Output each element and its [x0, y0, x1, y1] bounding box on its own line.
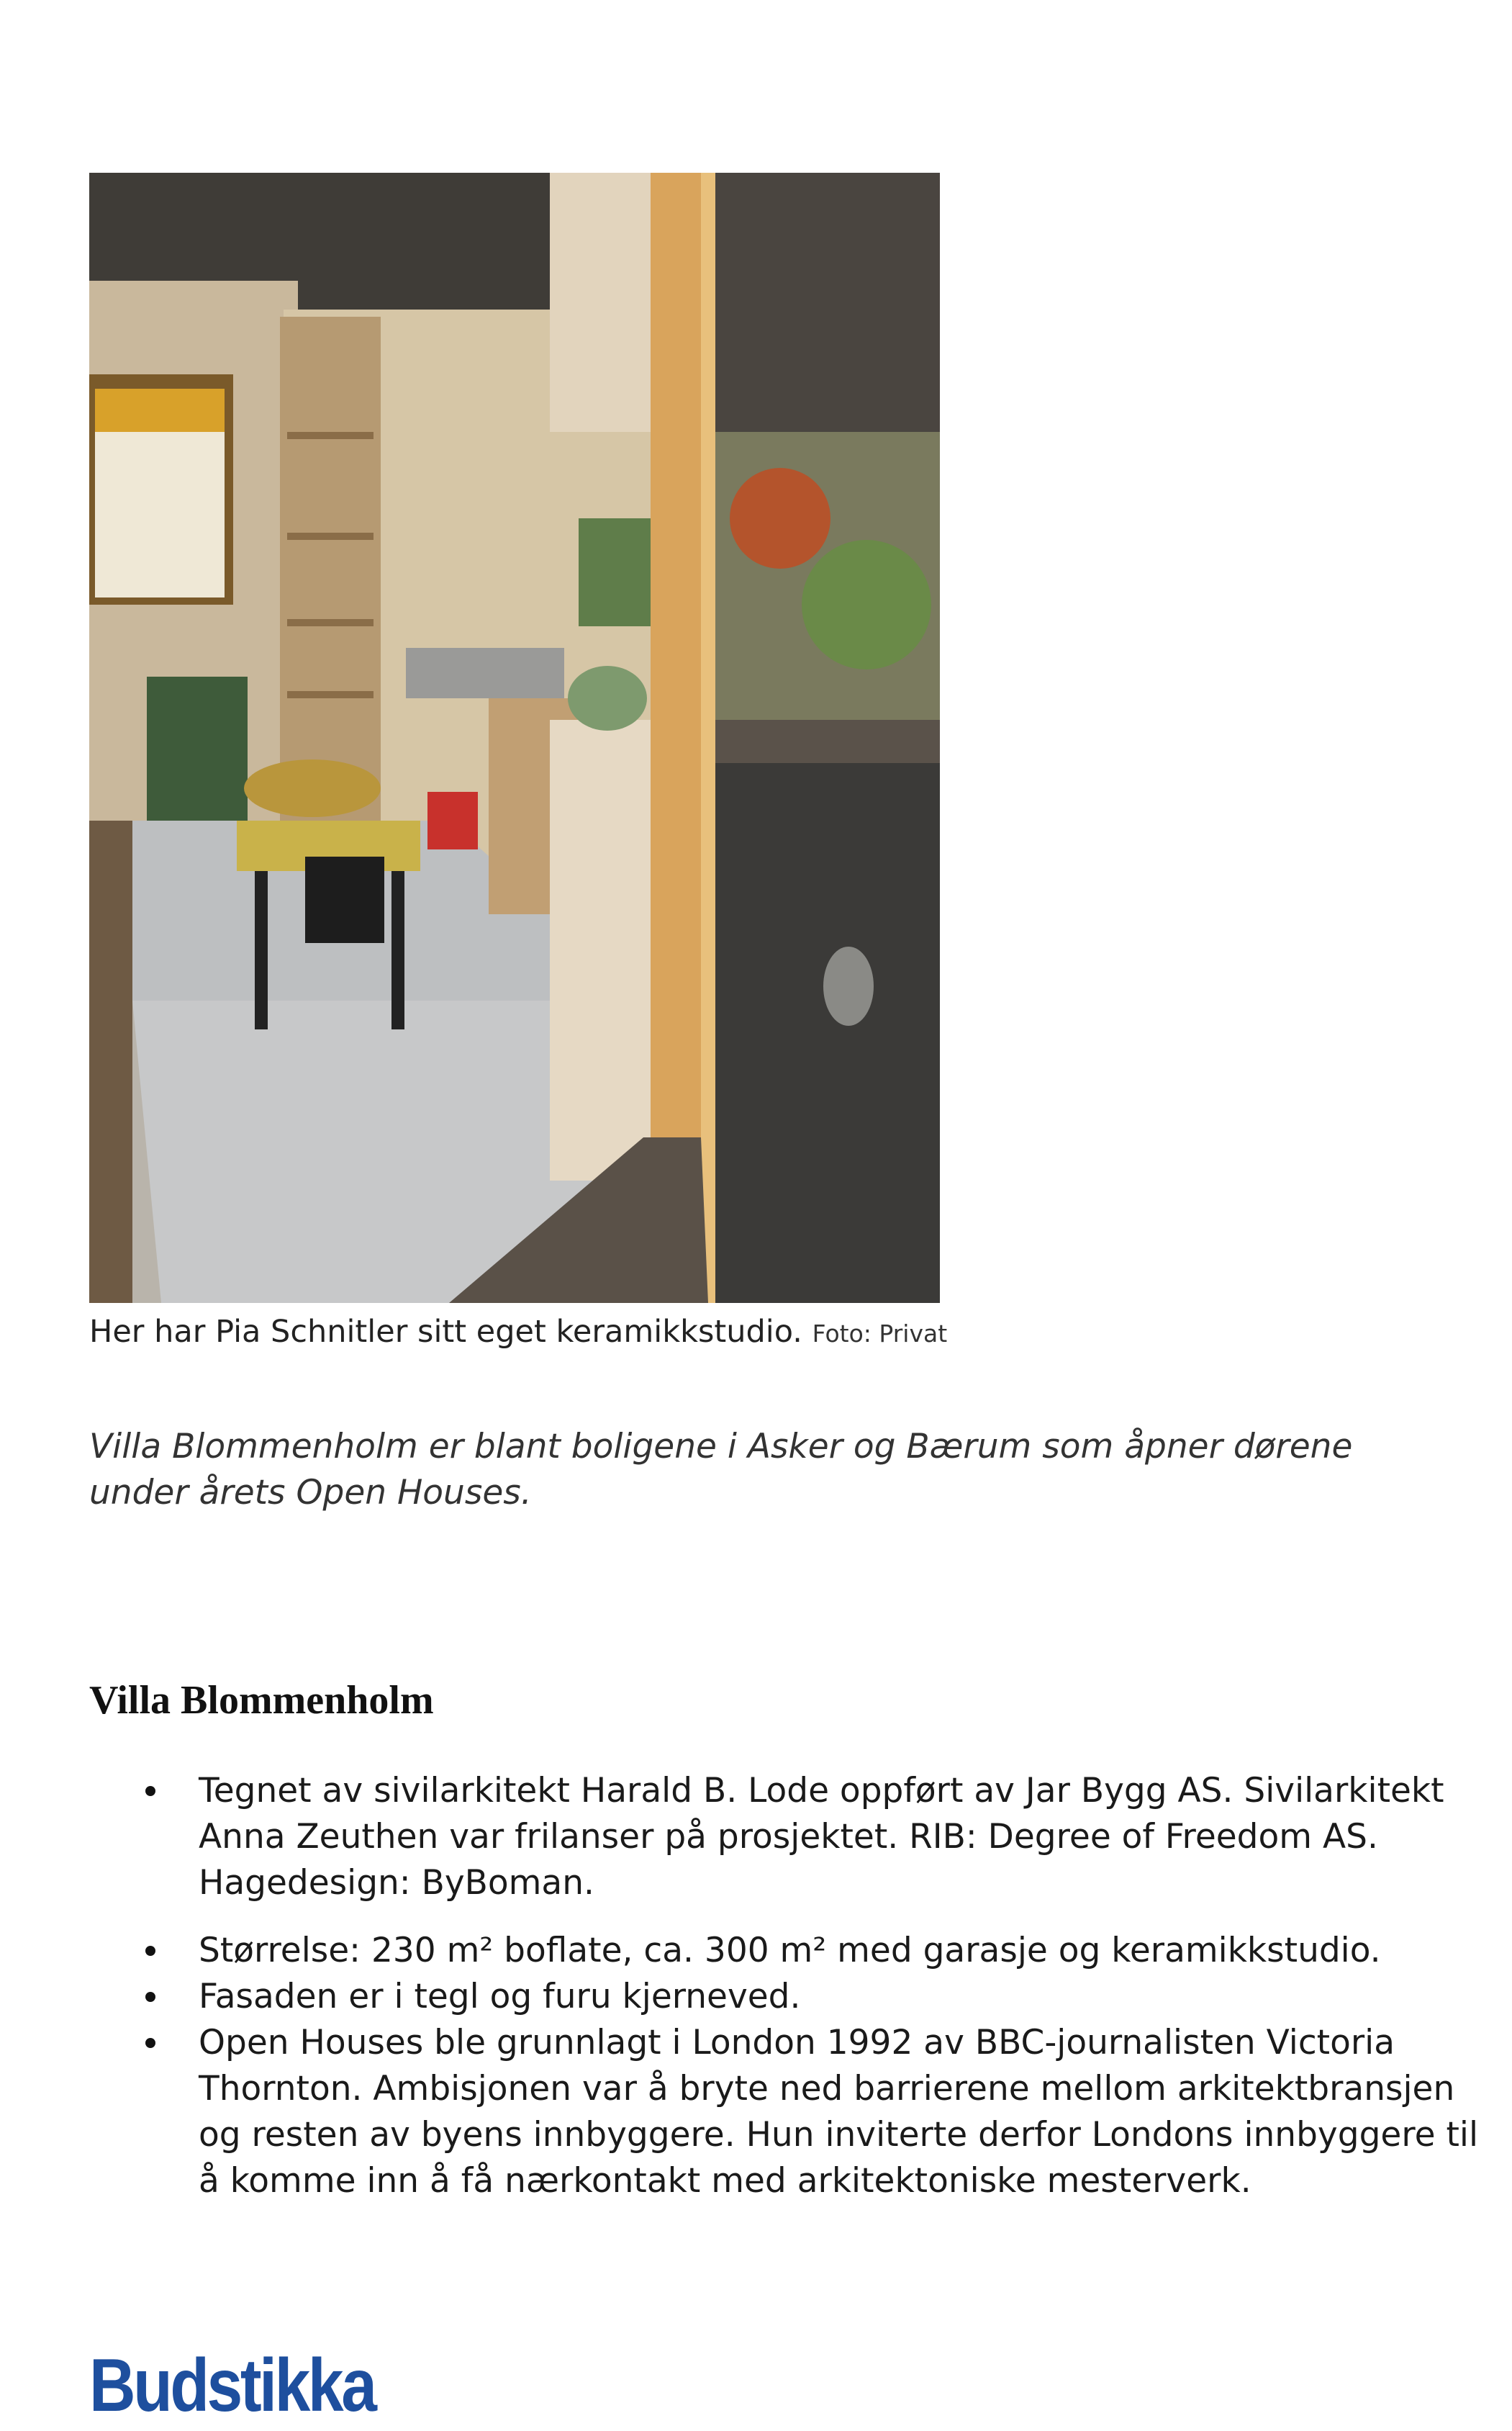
lead-paragraph: Villa Blommenholm er blant boligene i Asker og Bærum som åpner dørene under årets Open Houses.	[89, 1427, 1353, 1512]
photo-caption	[89, 1312, 1313, 1354]
list-item: Fasaden er i tegl og furu kjerneved.	[89, 1974, 1478, 2020]
article-photo	[89, 173, 940, 1303]
section-heading: Villa Blommenholm	[89, 1678, 434, 1723]
list-item: Størrelse: 230 m² boflate, ca. 300 m² med garasje og keramikkstudio.	[89, 1928, 1478, 1974]
budstikka-logo[interactable]: Budstikka	[89, 2344, 375, 2427]
photo-credit: Foto: Privat	[812, 1320, 948, 1348]
list-item: Open Houses ble grunnlagt i London 1992 av BBC-journalisten Victoria Thornton. Ambisjonen var å bryte ned barrierene mellom arkitektbransjen og resten av byens innbyggere. Hun inviterte derfor Londons innbyggere til å komme inn å få nærkontakt med arkitektoniske mesterverk.	[89, 2020, 1478, 2204]
facts-list	[89, 1768, 1478, 2204]
list-item: Tegnet av sivilarkitekt Harald B. Lode oppført av Jar Bygg AS. Sivilarkitekt Anna Zeuthen var frilanser på prosjektet. RIB: Degree of Freedom AS. Hagedesign: ByBoman.	[89, 1768, 1478, 1906]
ceramics-studio-photo	[89, 173, 940, 1303]
caption-text: Her har Pia Schnitler sitt eget keramikkstudio.	[89, 1314, 802, 1350]
